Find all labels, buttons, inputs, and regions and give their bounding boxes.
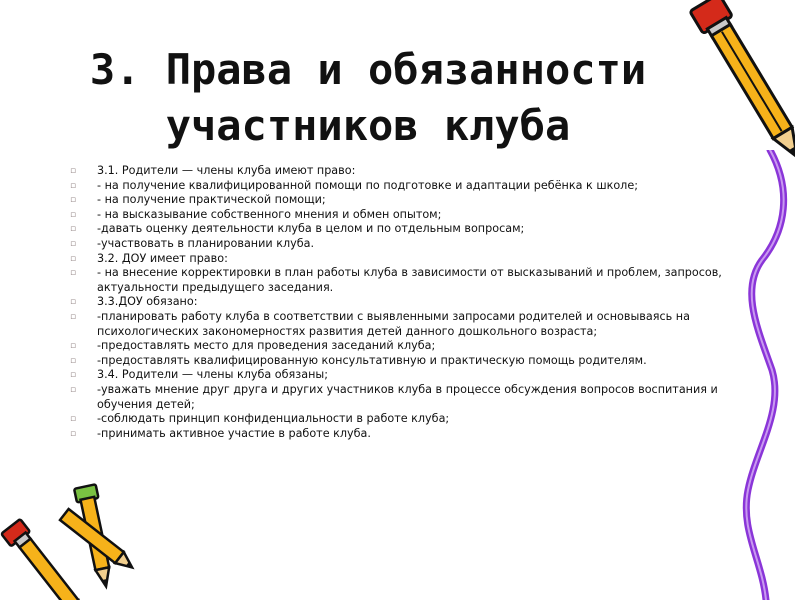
list-item: ▫ - на получение практической помощи;: [70, 193, 730, 208]
list-item: ▫ -участвовать в планировании клуба.: [70, 237, 730, 252]
slide-title: [88, 42, 648, 154]
list-item: ▫ -предоставлять квалифицированную консультативную и практическую помощь родителям.: [70, 354, 730, 369]
list-item: ▫ -предоставлять место для проведения заседаний клуба;: [70, 339, 730, 354]
pencils-icon: [0, 480, 150, 600]
title-line-2: участников клуба: [165, 101, 571, 150]
list-item: ▫ -давать оценку деятельности клуба в целом и по отдельным вопросам;: [70, 222, 730, 237]
ribbon-icon: [700, 150, 800, 600]
pencil-icon: [670, 0, 795, 190]
list-item: ▫ 3.1. Родители — члены клуба имеют право:: [70, 164, 730, 179]
list-item: ▫ - на получение квалифицированной помощи по подготовке и адаптации ребёнка к школе;: [70, 179, 730, 194]
list-item: ▫ 3.3.ДОУ обязано:: [70, 295, 730, 310]
list-item: ▫ 3.4. Родители — члены клуба обязаны;: [70, 368, 730, 383]
list-item: ▫ 3.2. ДОУ имеет право:: [70, 252, 730, 267]
title-line-1: 3. Права и обязанности: [89, 45, 647, 94]
list-item: ▫ -принимать активное участие в работе клуба.: [70, 427, 730, 442]
ribbon-stroke: [746, 150, 783, 600]
list-item: ▫ - на внесение корректировки в план работы клуба в зависимости от высказываний и проблем, запросов, актуальности предыдущего заседания.: [70, 266, 730, 295]
list-item: ▫ - на высказывание собственного мнения и обмен опытом;: [70, 208, 730, 223]
list-item: ▫ -планировать работу клуба в соответствии с выявленными запросами родителей и основываясь на психологических закономерностях развития детей данного дошкольного возраста;: [70, 310, 730, 339]
list-item: ▫ -уважать мнение друг друга и других участников клуба в процессе обсуждения вопросов воспитания и обучения детей;: [70, 383, 730, 412]
bullet-list: [70, 164, 730, 441]
list-item: ▫ -соблюдать принцип конфиденциальности в работе клуба;: [70, 412, 730, 427]
